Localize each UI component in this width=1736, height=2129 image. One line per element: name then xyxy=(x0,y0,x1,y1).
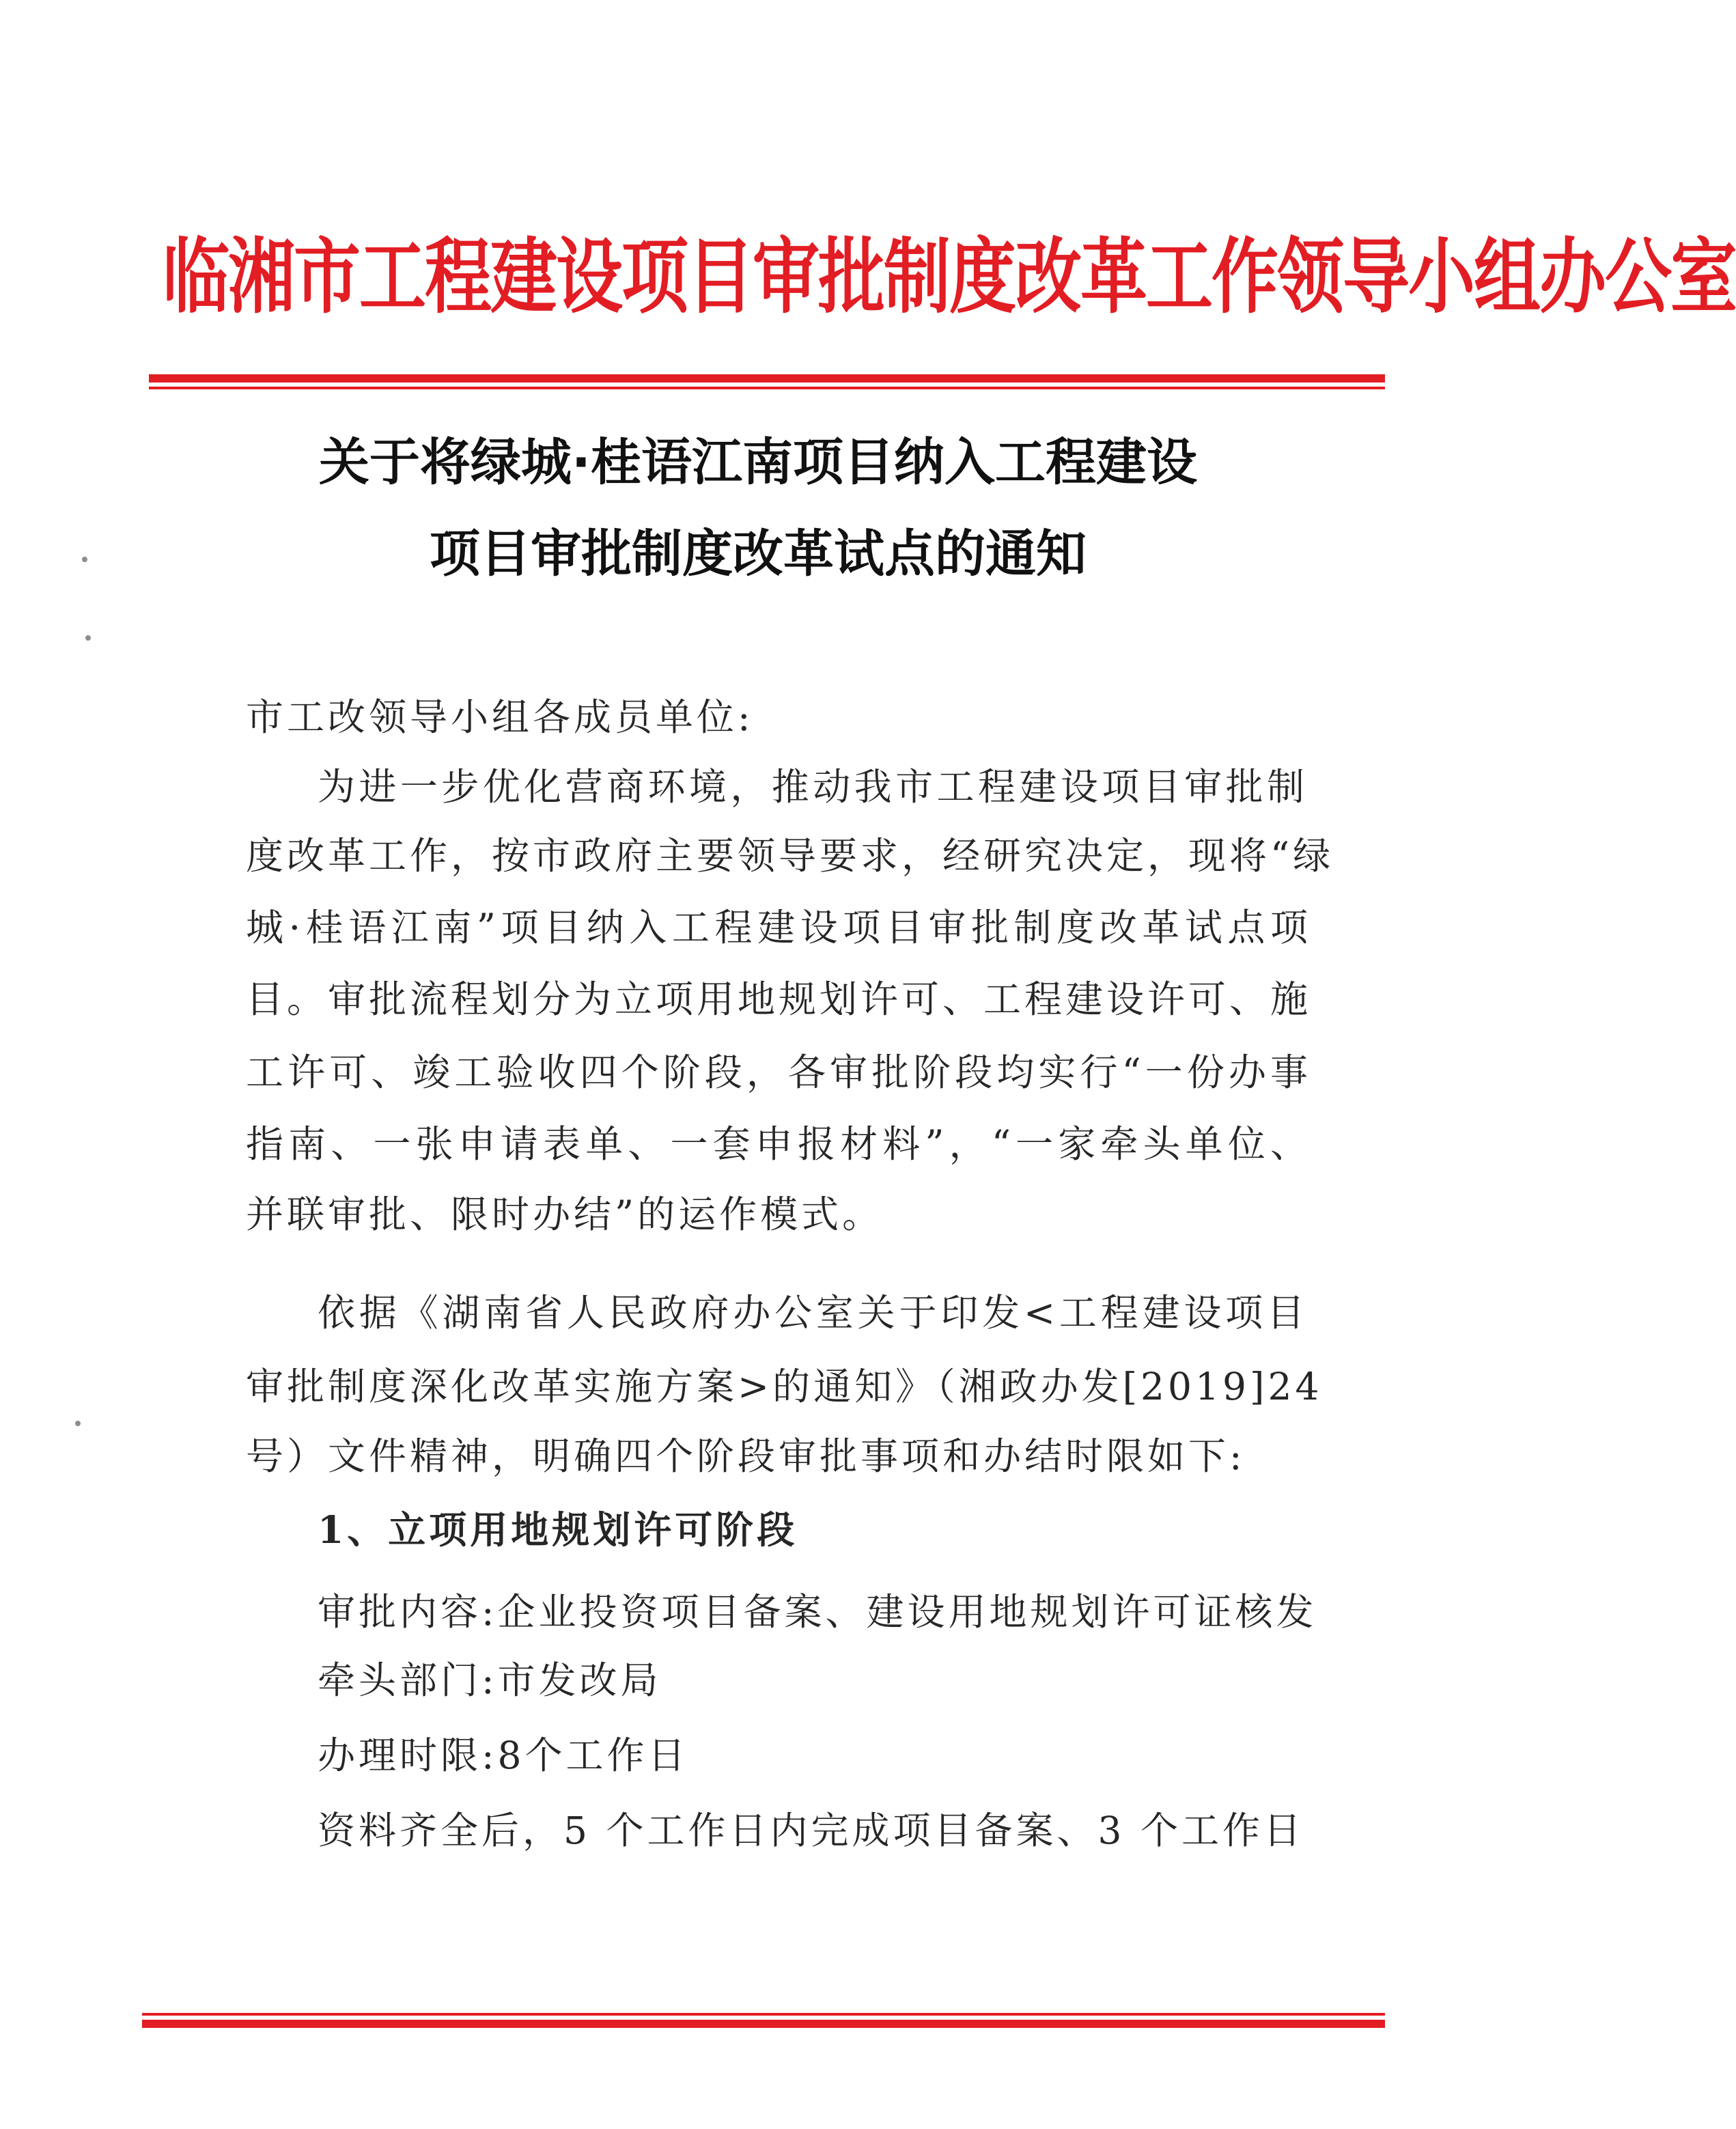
paragraph-1-line: 目。审批流程划分为立项用地规划许可、工程建设许可、施 xyxy=(246,977,1312,1021)
salutation: 市工改领导小组各成员单位: xyxy=(246,695,754,739)
document-title-line-1: 关于将绿城·桂语江南项目纳入工程建设 xyxy=(318,433,1198,492)
section-1-heading: 1、立项用地规划许可阶段 xyxy=(318,1507,798,1552)
paragraph-1-line: 指南、一张申请表单、一套申报材料”，“一家牵头单位、 xyxy=(246,1122,1311,1166)
processing-time-limit: 办理时限:8个工作日 xyxy=(318,1734,689,1777)
paragraph-1-line: 城·桂语江南”项目纳入工程建设项目审批制度改革试点项 xyxy=(246,906,1311,949)
header-red-rule-thick xyxy=(149,374,1385,382)
footer-red-rule-thick xyxy=(142,2020,1385,2028)
paragraph-2-line: 审批制度深化改革实施方案>的通知》（湘政办发[2019]24 xyxy=(246,1365,1323,1408)
paragraph-2-line: 号）文件精神，明确四个阶段审批事项和办结时限如下: xyxy=(246,1434,1246,1478)
issuing-office-title: 临湘市工程建设项目审批制度改革工作领导小组办公室 xyxy=(163,229,1736,325)
paragraph-1-line: 并联审批、限时办结”的运作模式。 xyxy=(246,1193,884,1236)
document-title-line-2: 项目审批制度改革试点的通知 xyxy=(430,525,1087,583)
approval-content: 审批内容:企业投资项目备案、建设用地规划许可证核发 xyxy=(318,1590,1317,1634)
scan-speck xyxy=(82,557,87,562)
header-red-rule-thin xyxy=(149,387,1385,389)
paragraph-1-line: 度改革工作，按市政府主要领导要求，经研究决定，现将“绿 xyxy=(246,834,1334,878)
scan-speck xyxy=(75,1421,81,1426)
footer-red-rule-thin xyxy=(142,2013,1385,2016)
paragraph-1-line: 工许可、竣工验收四个阶段，各审批阶段均实行“一份办事 xyxy=(246,1050,1311,1094)
processing-detail: 资料齐全后，5 个工作日内完成项目备案、3 个工作日 xyxy=(318,1809,1304,1852)
paragraph-2-line: 依据《湖南省人民政府办公室关于印发<工程建设项目 xyxy=(318,1291,1308,1335)
lead-department: 牵头部门:市发改局 xyxy=(318,1658,662,1702)
scan-speck xyxy=(85,635,91,641)
paragraph-1-line: 为进一步优化营商环境，推动我市工程建设项目审批制 xyxy=(318,765,1308,809)
